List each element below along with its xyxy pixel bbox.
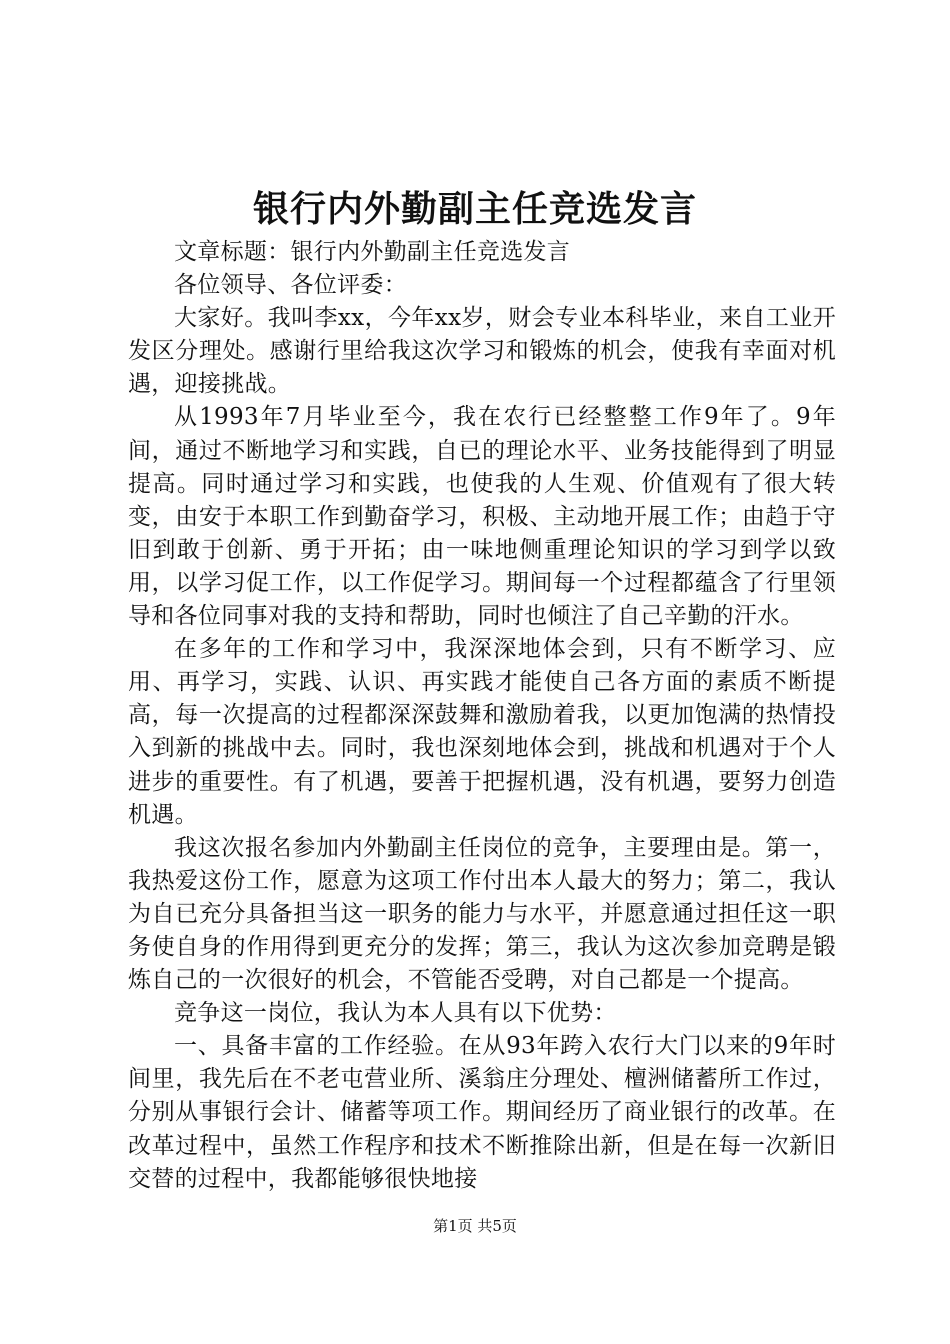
paragraph-salutation: 各位领导、各位评委：	[174, 272, 407, 299]
paragraph-article-title: 文章标题：银行内外勤副主任竞选发言	[174, 239, 571, 265]
document-title: 银行内外勤副主任竞选发言	[252, 188, 697, 230]
page-footer: 第1页 共5页	[433, 1217, 517, 1235]
document-body	[128, 236, 836, 1196]
paragraph-introduction: 大家好。我叫李xx，今年xx岁，财会专业本科毕业，来自工业开发区分理处。感谢行里给我这次学习和锻炼的机会，使我有幸面对机遇，迎接挑战。	[128, 305, 836, 398]
paragraph-advantage-one: 一、具备丰富的工作经验。在从93年跨入农行大门以来的9年时间里，我先后在不老屯营业所、溪翁庄分理处、檀洲储蓄所工作过，分别从事银行会计、储蓄等项工作。期间经历了商业银行的改革。在改革过程中，虽然工作程序和技术不断推除出新，但是在每一次新旧交替的过程中，我都能够很快地接	[128, 1033, 836, 1192]
paragraph-reasons: 我这次报名参加内外勤副主任岗位的竞争，主要理由是。第一，我热爱这份工作，愿意为这项工作付出本人最大的努力；第二，我认为自已充分具备担当这一职务的能力与水平，并愿意通过担任这一职务使自身的作用得到更充分的发挥；第三，我认为这次参加竞聘是锻炼自己的一次很好的机会，不管能否受聘，对自己都是一个提高。	[128, 834, 836, 994]
paragraph-advantages-intro: 竞争这一岗位，我认为本人具有以下优势：	[174, 1000, 617, 1027]
paragraph-work-history: 从1993年7月毕业至今，我在农行已经整整工作9年了。9年间，通过不断地学习和实践，自已的理论水平、业务技能得到了明显提高。同时通过学习和实践，也使我的人生观、价值观有了很大转变，由安于本职工作到勤奋学习，积极、主动地开展工作；由趋于守旧到敢于创新、勇于开拓；由一味地侧重理论知识的学习到学以致用，以学习促工作，以工作促学习。期间每一个过程都蕴含了行里领导和各位同事对我的支持和帮助，同时也倾注了自己辛勤的汗水。	[128, 404, 836, 630]
paragraph-learning: 在多年的工作和学习中，我深深地体会到，只有不断学习、应用、再学习，实践、认识、再实践才能使自己各方面的素质不断提高，每一次提高的过程都深深鼓舞和激励着我，以更加饱满的热情投入到新的挑战中去。同时，我也深刻地体会到，挑战和机遇对于个人进步的重要性。有了机遇，要善于把握机遇，没有机遇，要努力创造机遇。	[128, 636, 836, 828]
